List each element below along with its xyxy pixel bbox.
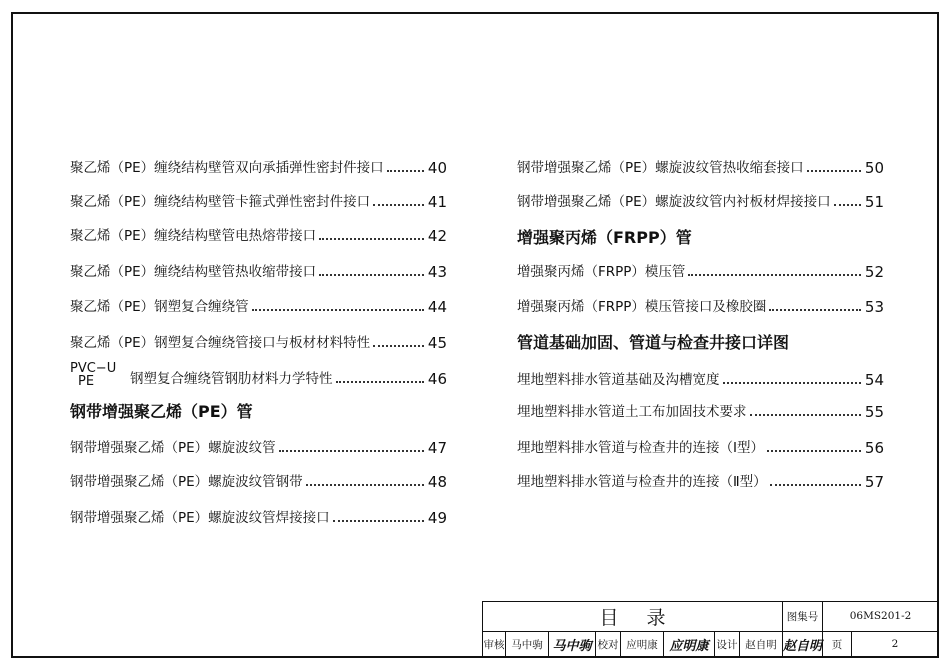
toc-entry-page: 44 xyxy=(427,298,447,316)
toc-entry-title: 钢带增强聚乙烯（PE）螺旋波纹管热收缩套接口 xyxy=(517,160,804,176)
section-heading: 钢带增强聚乙烯（PE）管 xyxy=(70,402,253,421)
toc-entry-page: 42 xyxy=(427,227,447,245)
dot-leader xyxy=(279,450,424,452)
toc-entry-title: 聚乙烯（PE）缠绕结构壁管卡箍式弹性密封件接口 xyxy=(70,194,371,210)
toc-entry-page: 47 xyxy=(427,439,447,457)
atlas-number: 06MS201-2 xyxy=(823,602,939,632)
pvc-prefix-bottom: PE xyxy=(78,374,95,389)
pvc-prefix xyxy=(70,362,122,388)
toc-entry[interactable] xyxy=(517,402,884,422)
toc-entry-title: 增强聚丙烯（FRPP）模压管接口及橡胶圈 xyxy=(517,299,767,315)
toc-entry-title: 埋地塑料排水管道与检查井的连接（Ⅱ型） xyxy=(517,474,767,490)
toc-entry-title: 埋地塑料排水管道与检查井的连接（Ⅰ型） xyxy=(517,440,764,456)
toc-entry-page: 52 xyxy=(864,263,884,281)
toc-entry[interactable] xyxy=(517,192,884,212)
dot-leader xyxy=(306,484,424,486)
toc-entry-title: 聚乙烯（PE）缠绕结构壁管双向承插弹性密封件接口 xyxy=(70,160,384,176)
toc-entry[interactable] xyxy=(517,472,884,492)
toc-entry[interactable] xyxy=(70,297,447,317)
toc-entry[interactable] xyxy=(70,438,447,458)
title-block xyxy=(482,601,939,658)
dot-leader xyxy=(750,414,861,416)
design-name: 赵自明 xyxy=(740,631,783,657)
toc-entry[interactable] xyxy=(517,297,884,317)
toc-entry-page: 56 xyxy=(864,439,884,457)
dot-leader xyxy=(769,309,860,311)
review-name: 马中驹 xyxy=(506,631,549,657)
dot-leader xyxy=(319,274,424,276)
toc-entry-title: 聚乙烯（PE）缠绕结构壁管热收缩带接口 xyxy=(70,264,317,280)
toc-entry-title: 聚乙烯（PE）钢塑复合缠绕管 xyxy=(70,299,249,315)
toc-entry-page: 41 xyxy=(427,193,447,211)
review-signature: 马中驹 xyxy=(549,631,596,657)
toc-entry[interactable] xyxy=(70,158,447,178)
design-signature: 赵自明 xyxy=(783,631,823,657)
dot-leader xyxy=(387,170,424,172)
dot-leader xyxy=(834,204,861,206)
pvc-prefix-top: PVC−U xyxy=(70,361,117,376)
check-signature: 应明康 xyxy=(664,631,715,657)
toc-entry[interactable] xyxy=(70,262,447,282)
toc-entry-page: 55 xyxy=(864,403,884,421)
toc-entry-page: 48 xyxy=(427,473,447,491)
toc-entry-title: 埋地塑料排水管道土工布加固技术要求 xyxy=(517,404,747,420)
toc-entry[interactable] xyxy=(70,333,447,353)
toc-entry-page: 51 xyxy=(864,193,884,211)
toc-entry-page: 40 xyxy=(427,159,447,177)
toc-entry[interactable] xyxy=(70,226,447,246)
dot-leader xyxy=(688,274,860,276)
title-block-title: 目录 xyxy=(483,602,783,632)
dot-leader xyxy=(373,345,424,347)
toc-entry-page: 57 xyxy=(864,473,884,491)
toc-entry-page: 49 xyxy=(427,509,447,527)
toc-entry-title: 钢塑复合缠绕管钢肋材料力学特性 xyxy=(130,371,333,387)
dot-leader xyxy=(319,238,424,240)
toc-entry-title: 钢带增强聚乙烯（PE）螺旋波纹管钢带 xyxy=(70,474,303,490)
toc-entry[interactable] xyxy=(130,369,447,389)
design-label: 设计 xyxy=(715,631,740,657)
toc-entry-page: 54 xyxy=(864,371,884,389)
toc-entry-title: 增强聚丙烯（FRPP）模压管 xyxy=(517,264,686,280)
atlas-label: 图集号 xyxy=(783,602,823,632)
dot-leader xyxy=(770,484,861,486)
toc-entry-page: 46 xyxy=(427,370,447,388)
check-label: 校对 xyxy=(596,631,621,657)
check-name: 应明康 xyxy=(621,631,664,657)
toc-entry-title: 钢带增强聚乙烯（PE）螺旋波纹管内衬板材焊接接口 xyxy=(517,194,831,210)
toc-entry-title: 钢带增强聚乙烯（PE）螺旋波纹管 xyxy=(70,440,276,456)
dot-leader xyxy=(336,381,424,383)
toc-entry-page: 45 xyxy=(427,334,447,352)
dot-leader xyxy=(252,309,424,311)
review-label: 审核 xyxy=(483,631,506,657)
toc-entry-title: 钢带增强聚乙烯（PE）螺旋波纹管焊接接口 xyxy=(70,510,330,526)
toc-entry[interactable] xyxy=(70,472,447,492)
page-label: 页 xyxy=(823,631,852,657)
dot-leader xyxy=(723,382,861,384)
toc-entry[interactable] xyxy=(70,508,447,528)
toc-entry[interactable] xyxy=(517,438,884,458)
dot-leader xyxy=(373,204,424,206)
toc-entry-page: 50 xyxy=(864,159,884,177)
toc-entry-title: 聚乙烯（PE）钢塑复合缠绕管接口与板材材料特性 xyxy=(70,335,371,351)
toc-entry[interactable] xyxy=(517,370,884,390)
page-number: 2 xyxy=(852,631,939,657)
dot-leader xyxy=(807,170,861,172)
toc-entry[interactable] xyxy=(70,192,447,212)
toc-entry[interactable] xyxy=(517,262,884,282)
section-heading: 管道基础加固、管道与检查井接口详图 xyxy=(517,333,790,352)
toc-entry-title: 聚乙烯（PE）缠绕结构壁管电热熔带接口 xyxy=(70,228,317,244)
dot-leader xyxy=(333,520,424,522)
toc-entry[interactable] xyxy=(517,158,884,178)
toc-entry-page: 43 xyxy=(427,263,447,281)
toc-entry-page: 53 xyxy=(864,298,884,316)
section-heading: 增强聚丙烯（FRPP）管 xyxy=(517,228,692,247)
toc-entry-title: 埋地塑料排水管道基础及沟槽宽度 xyxy=(517,372,720,388)
dot-leader xyxy=(767,450,861,452)
